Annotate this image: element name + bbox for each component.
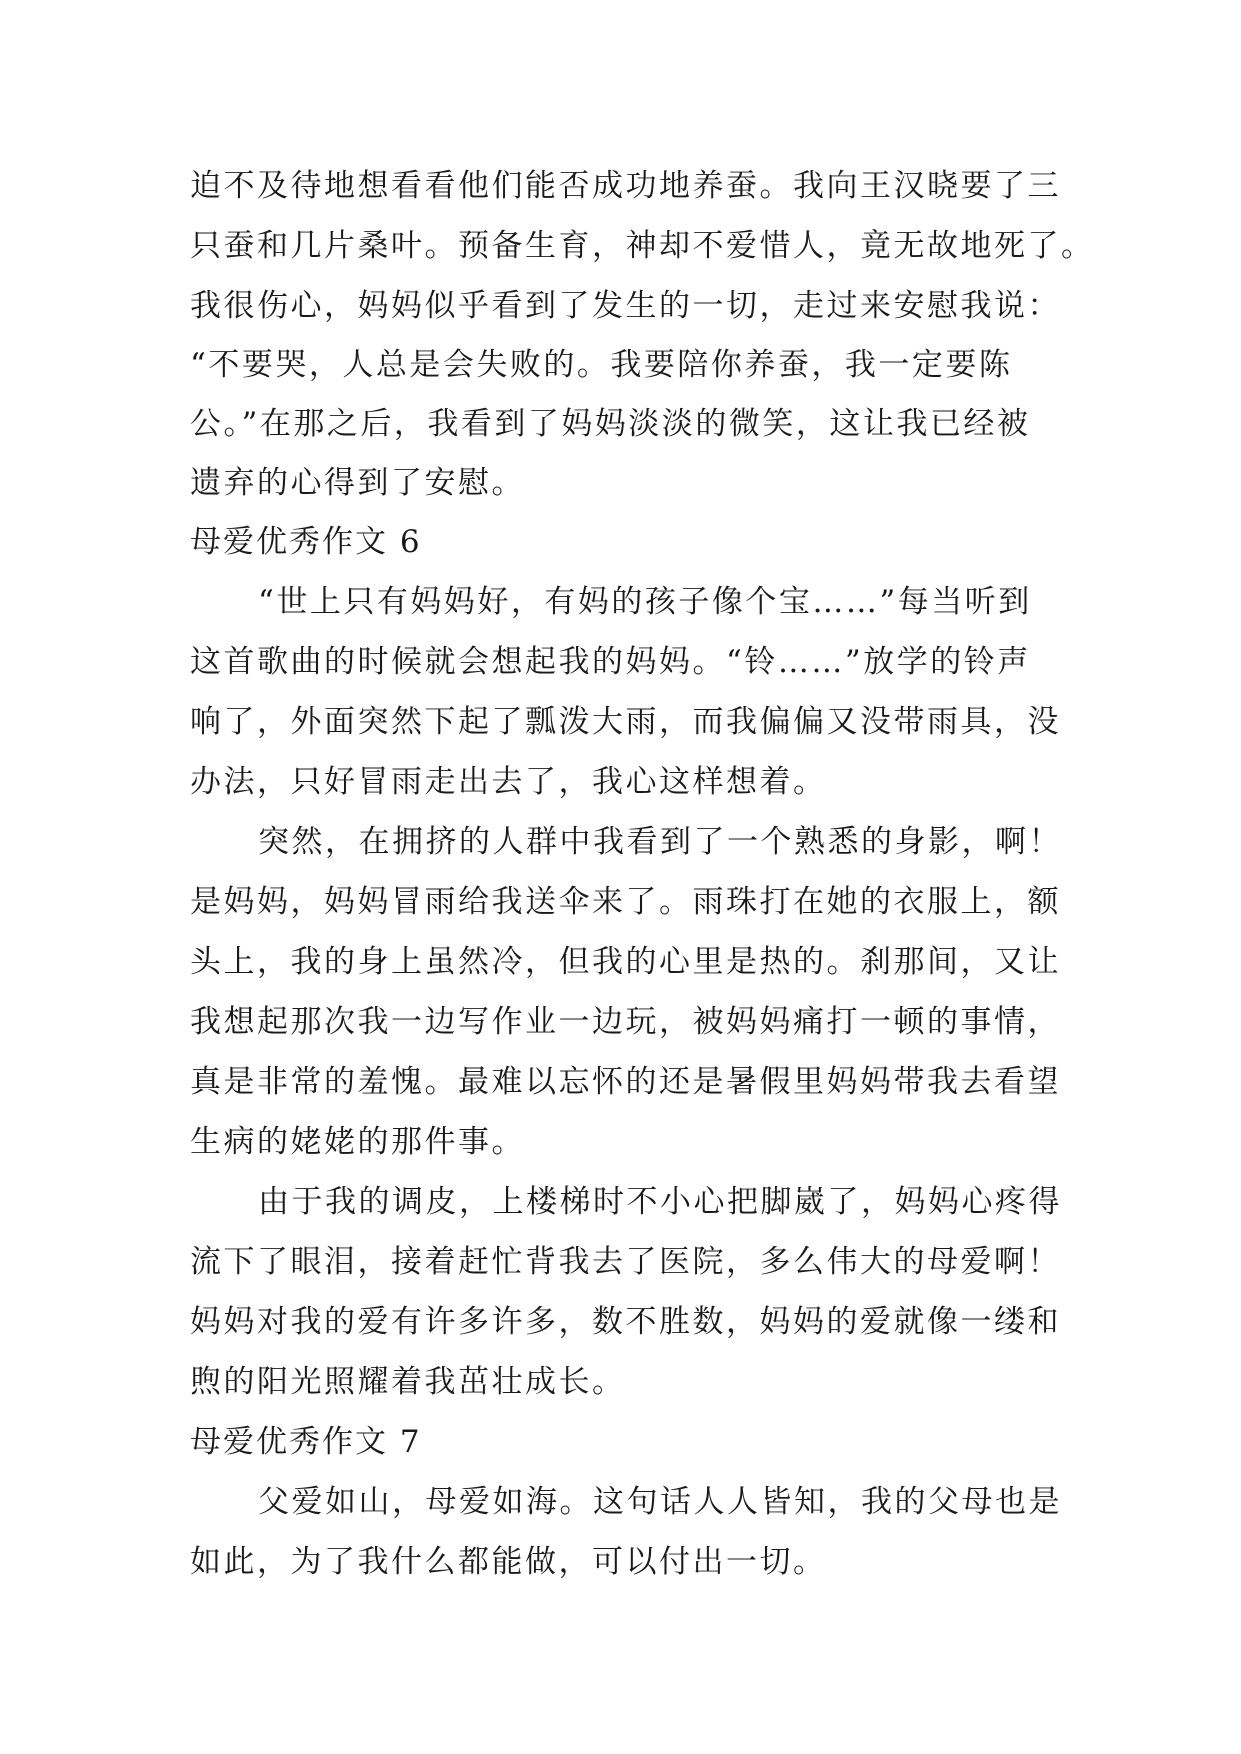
- body-text-line: 公。”在那之后，我看到了妈妈淡淡的微笑，这让我已经被: [190, 406, 1031, 442]
- body-text-line: 生病的姥姥的那件事。: [190, 1124, 525, 1160]
- body-text-line: “不要哭，人总是会失败的。我要陪你养蚕，我一定要陈: [190, 347, 1013, 383]
- body-text-line: 只蚕和几片桑叶。预备生育，神却不爱惜人，竟无故地死了。: [190, 228, 1095, 264]
- body-text-line: 这首歌曲的时候就会想起我的妈妈。“铃……”放学的铃声: [190, 644, 1031, 680]
- body-text-line: 妈妈对我的爱有许多许多，数不胜数，妈妈的爱就像一缕和: [190, 1304, 1061, 1340]
- section-heading: 母爱优秀作文 6: [190, 524, 422, 560]
- body-text-line: 煦的阳光照耀着我茁壮成长。: [190, 1364, 626, 1400]
- body-text-line: 我想起那次我一边写作业一边玩，被妈妈痛打一顿的事情，: [190, 1004, 1061, 1040]
- body-text-line: 我很伤心，妈妈似乎看到了发生的一切，走过来安慰我说：: [190, 288, 1061, 324]
- body-text-line: 头上，我的身上虽然冷，但我的心里是热的。刹那间，又让: [190, 944, 1061, 980]
- section-heading: 母爱优秀作文 7: [190, 1424, 422, 1460]
- body-text-line: 突然，在拥挤的人群中我看到了一个熟悉的身影，啊！: [258, 824, 1062, 860]
- body-text-line: “世上只有妈妈好，有妈的孩子像个宝……”每当听到: [258, 584, 1032, 620]
- body-text-line: 是妈妈，妈妈冒雨给我送伞来了。雨珠打在她的衣服上，额: [190, 884, 1061, 920]
- body-text-line: 办法，只好冒雨走出去了，我心这样想着。: [190, 764, 827, 800]
- body-text-line: 遗弃的心得到了安慰。: [190, 465, 525, 501]
- body-text-line: 迫不及待地想看看他们能否成功地养蚕。我向王汉晓要了三: [190, 168, 1061, 204]
- body-text-line: 由于我的调皮，上楼梯时不小心把脚崴了，妈妈心疼得: [258, 1184, 1062, 1220]
- body-text-line: 流下了眼泪，接着赶忙背我去了医院，多么伟大的母爱啊！: [190, 1244, 1061, 1280]
- body-text-line: 真是非常的羞愧。最难以忘怀的还是暑假里妈妈带我去看望: [190, 1064, 1061, 1100]
- body-text-line: 父爱如山，母爱如海。这句话人人皆知，我的父母也是: [258, 1484, 1062, 1520]
- body-text-line: 响了，外面突然下起了瓢泼大雨，而我偏偏又没带雨具，没: [190, 704, 1061, 740]
- body-text-line: 如此，为了我什么都能做，可以付出一切。: [190, 1544, 827, 1580]
